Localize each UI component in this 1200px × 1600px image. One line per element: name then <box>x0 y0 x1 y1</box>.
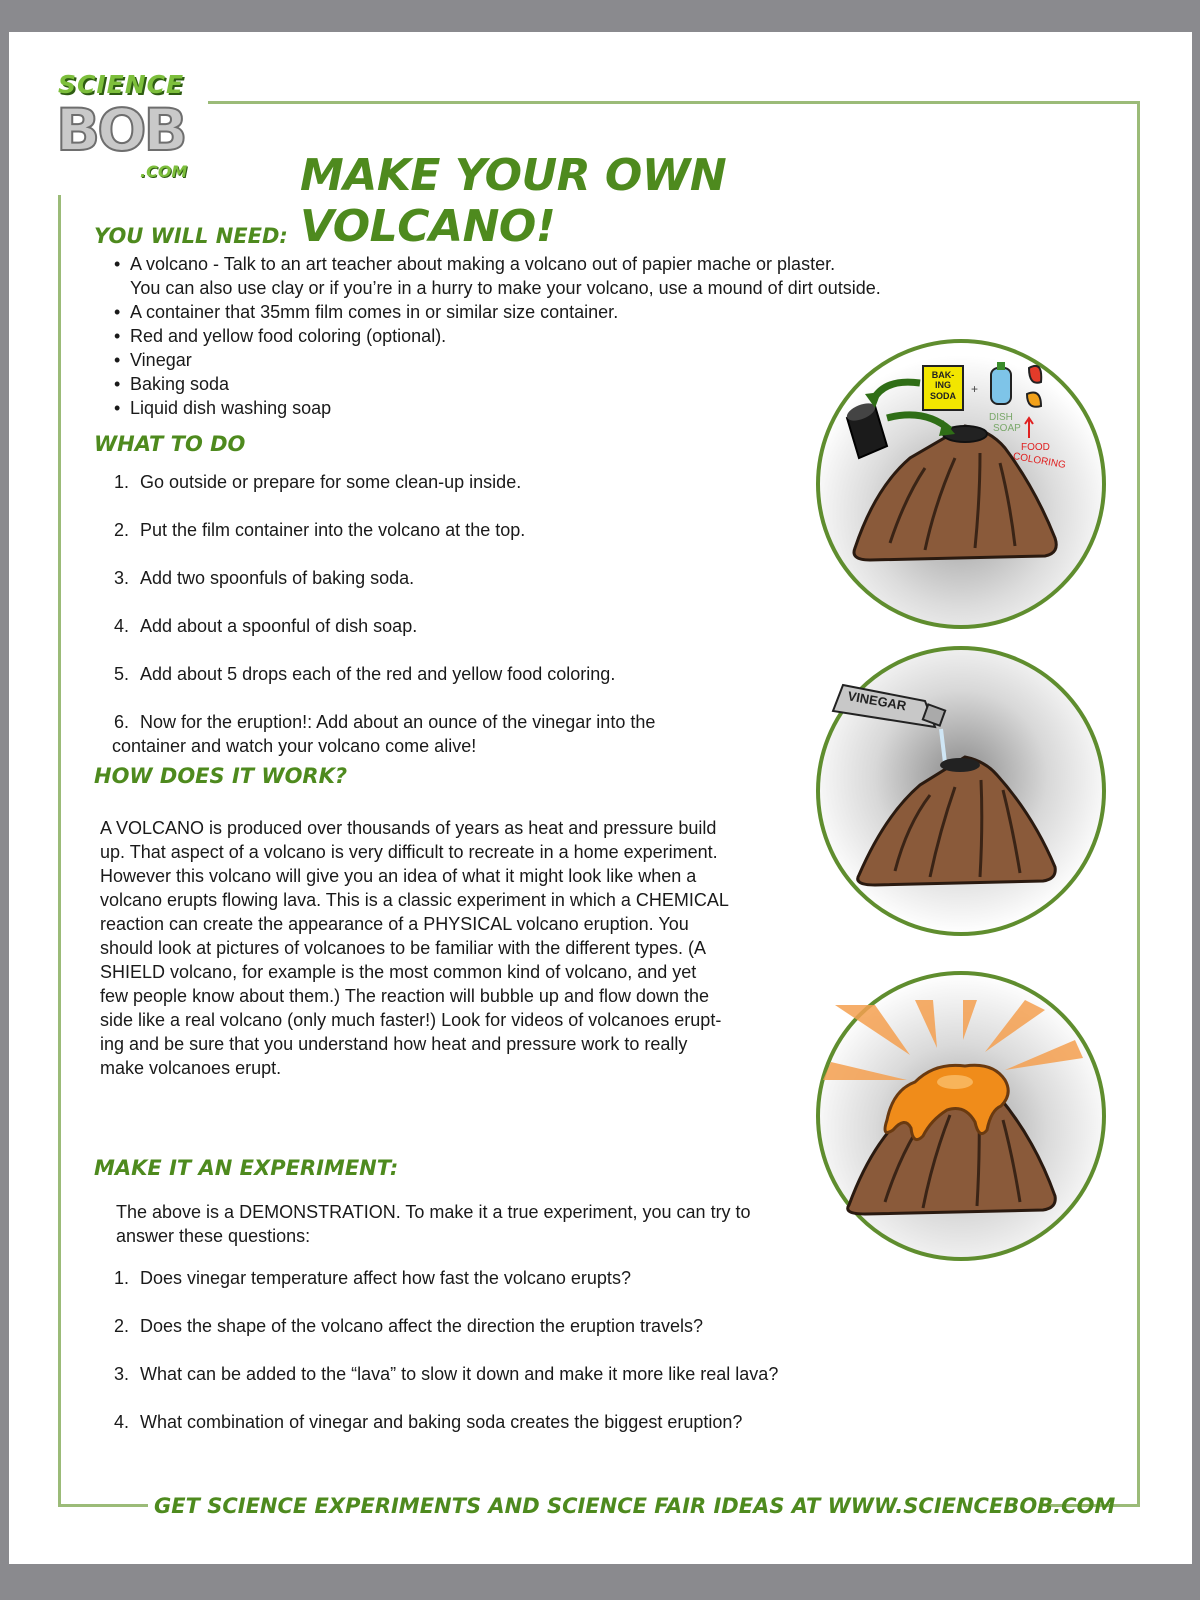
list-item: • A volcano - Talk to an art teacher about making a volcano out of papier mache or plaster. You can also use clay or if you’re in a hurry to make your volcano, use a mound of dirt outside. <box>112 252 881 300</box>
sciencebob-logo[interactable] <box>56 70 206 190</box>
svg-text:COLORING: COLORING <box>1012 450 1067 472</box>
how-heading: HOW DOES IT WORK? <box>94 764 348 788</box>
todo-heading: WHAT TO DO <box>94 432 246 456</box>
experiment-intro: The above is a DEMONSTRATION. To make it a true experiment, you can try to answer these questions: <box>116 1202 751 1246</box>
step-item: 2. Put the film container into the volcano at the top. <box>114 520 526 540</box>
step-item: 6. Now for the eruption!: Add about an ounce of the vinegar into the <box>114 712 656 732</box>
svg-text:BAK-: BAK- <box>931 370 955 380</box>
svg-text:+: + <box>971 382 979 396</box>
footer-link[interactable]: GET SCIENCE EXPERIMENTS AND SCIENCE FAIR IDEAS AT WWW.SCIENCEBOB.COM <box>154 1494 1116 1518</box>
svg-text:DISH: DISH <box>989 412 1013 423</box>
list-item: • Baking soda <box>112 372 881 396</box>
question-item: 1. Does vinegar temperature affect how fast the volcano erupts? <box>114 1268 631 1288</box>
logo-com-text: .COM <box>140 162 188 181</box>
svg-text:SODA: SODA <box>929 391 957 401</box>
list-item: • Liquid dish washing soap <box>112 396 881 420</box>
vinegar-illustration <box>815 645 1107 937</box>
page-title: MAKE YOUR OWN VOLCANO! <box>300 150 727 252</box>
baking-soda-icon <box>923 366 963 410</box>
list-item: • Red and yellow food coloring (optional). <box>112 324 881 348</box>
svg-text:FOOD: FOOD <box>1021 442 1050 453</box>
how-paragraph: A VOLCANO is produced over thousands of years as heat and pressure build up. That aspect of a volcano is very difficult to recreate in a home experiment. However this volcano will give you an idea of what it might look like when a volcano erupts flowing lava. This is a classic experiment in which a CHEMICAL reaction can create the appearance of a PHYSICAL volcano eruption. You should look at pictures of volcanoes to be familiar with the different types. (A SHIELD volcano, for example is the most common kind of volcano, and yet few people know about them.) The reaction will bubble up and flow down the side like a real volcano (only much faster!) Look for videos of volcanoes erupt- ing and be sure that you understand how heat and pressure work to really make volcanoes erupt. <box>100 818 729 1078</box>
ingredients-illustration <box>815 338 1107 630</box>
list-item: • Vinegar <box>112 348 881 372</box>
svg-text:SOAP: SOAP <box>993 423 1021 434</box>
list-item: • A container that 35mm film comes in or similar size container. <box>112 300 881 324</box>
eruption-illustration <box>815 970 1107 1262</box>
question-item: 4. What combination of vinegar and baking soda creates the biggest eruption? <box>114 1412 743 1432</box>
svg-text:VINEGAR: VINEGAR <box>846 688 908 714</box>
step-item: 4. Add about a spoonful of dish soap. <box>114 616 418 636</box>
svg-text:ING: ING <box>934 380 952 390</box>
experiment-heading: MAKE IT AN EXPERIMENT: <box>94 1156 399 1180</box>
step-item: 3. Add two spoonfuls of baking soda. <box>114 568 415 588</box>
needs-heading: YOU WILL NEED: <box>94 224 288 248</box>
step-item: 5. Add about 5 drops each of the red and yellow food coloring. <box>114 664 616 684</box>
logo-science-text: SCIENCE <box>58 70 185 99</box>
logo-bob-text: BOB <box>56 96 185 164</box>
question-item: 2. Does the shape of the volcano affect the direction the eruption travels? <box>114 1316 704 1336</box>
step-item-continuation: container and watch your volcano come alive! <box>112 736 477 756</box>
needs-list <box>112 252 881 420</box>
question-item: 3. What can be added to the “lava” to slow it down and make it more like real lava? <box>114 1364 779 1384</box>
step-item: 1. Go outside or prepare for some clean-up inside. <box>114 472 522 492</box>
